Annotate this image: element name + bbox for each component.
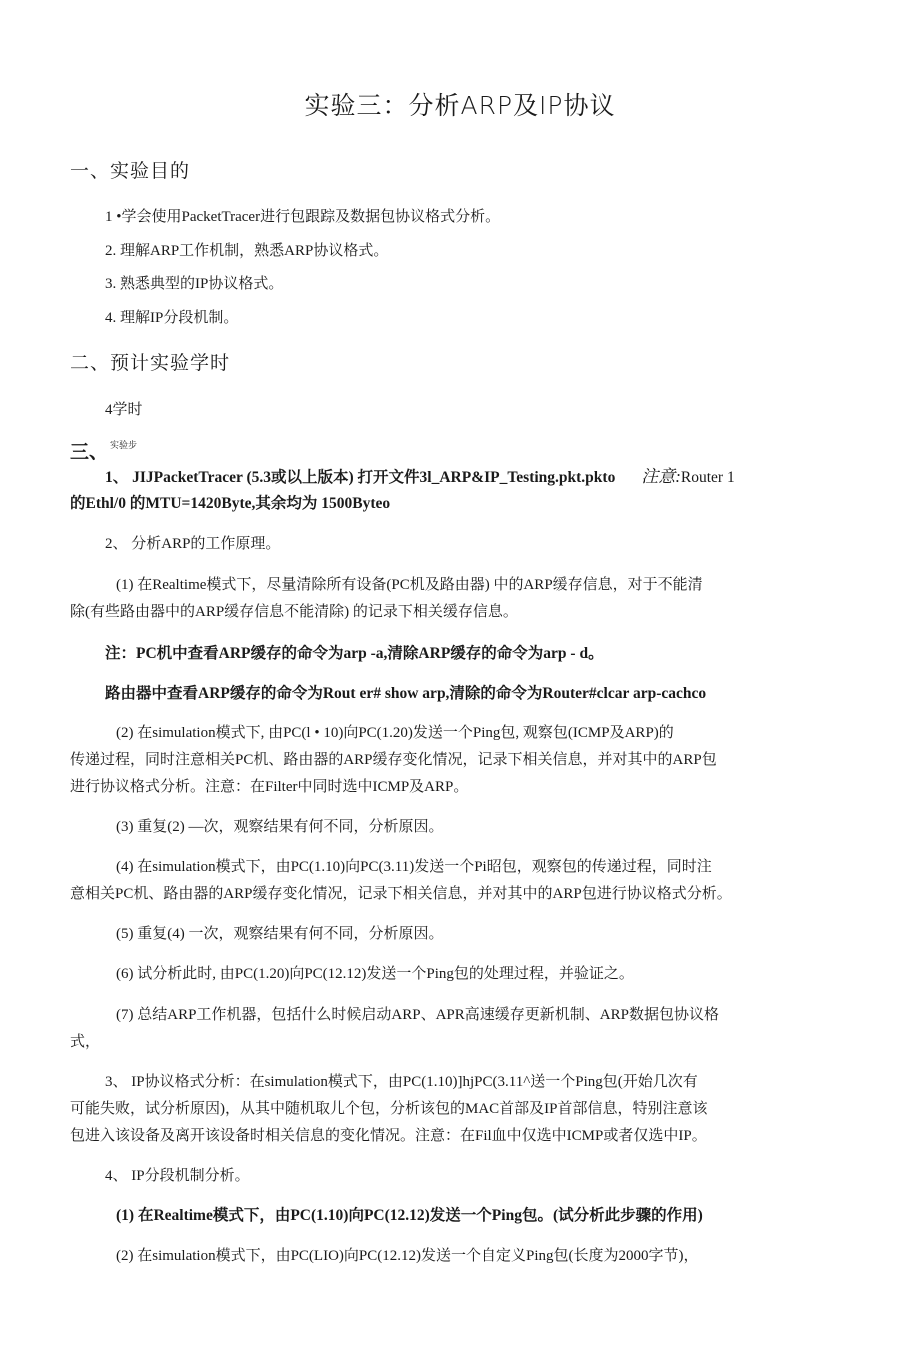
section-number: 三、 xyxy=(70,441,109,463)
step3-line1: 3、 IP协议格式分析：在simulation模式下，由PC(1.10)]hjPC(3.11^送一个Ping包(开始几次有 xyxy=(105,1074,698,1090)
step2-note2: 路由器中查看ARP缓存的命令为Rout er# show arp,清除的命令为Router#clcar arp-cachco xyxy=(105,685,707,702)
step2-p3: (3) 重复(2) —次，观察结果有何不同，分析原因。 xyxy=(116,819,444,835)
step2-heading: 2、 分析ARP的工作原理。 xyxy=(105,536,281,552)
step1-router: Router 1 xyxy=(680,469,735,486)
step2-p7-line2: 式， xyxy=(70,1034,101,1050)
objective-item: 2. 理解ARP工作机制，熟悉ARP协议格式。 xyxy=(105,243,389,259)
step2-note1: 注：PC机中查看ARP缓存的命令为arp -a,清除ARP缓存的命令为arp - d。 xyxy=(105,645,604,662)
objective-item: 1 •学会使用PacketTracer进行包跟踪及数据包协议格式分析。 xyxy=(105,209,501,225)
step2-p4-line1: (4) 在simulation模式下，由PC(1.10)向PC(3.11)发送一个Pi昭包，观察包的传递过程，同时注 xyxy=(116,859,712,875)
step4-p2: (2) 在simulation模式下，由PC(LIO)向PC(12.12)发送一个自定义Ping包(长度为2000字节)， xyxy=(116,1248,699,1264)
step4-p1: (1) 在Realtime模式下，由PC(1.10)向PC(12.12)发送一个Ping包。(试分析此步骤的作用) xyxy=(116,1207,703,1224)
section-heading-steps xyxy=(70,436,137,464)
step3-line3: 包进入该设备及离开该设备时相关信息的变化情况。注意：在Fil血中仅选中ICMP或者仅选中IP。 xyxy=(70,1128,707,1144)
hours-text: 4学时 xyxy=(105,402,143,418)
step2-p1-line1: (1) 在Realtime模式下，尽量清除所有设备(PC机及路由器) 中的ARP缓存信息，对于不能清 xyxy=(116,577,703,593)
step2-p6: (6) 试分析此时, 由PC(1.20)向PC(12.12)发送一个Ping包的处理过程，并验证之。 xyxy=(116,966,634,982)
step1-line1 xyxy=(105,467,735,488)
section-heading-objectives: 一、实验目的 xyxy=(70,160,191,182)
step2-p2-line2: 传递过程，同时注意相关PC机、路由器的ARP缓存变化情况，记录下相关信息，并对其中的ARP包 xyxy=(70,752,717,768)
step3-line2: 可能失败，试分析原因)，从其中随机取儿个包，分析该包的MAC首部及IP首部信息，特别注意该 xyxy=(70,1101,708,1117)
step2-p1-line2: 除(有些路由器中的ARP缓存信息不能清除) 的记录下相关缓存信息。 xyxy=(70,604,518,620)
step2-p7-line1: (7) 总结ARP工作机器，包括什么时候启动ARP、APR高速缓存更新机制、ARP数据包协议格 xyxy=(116,1007,719,1023)
objective-item: 3. 熟悉典型的IP协议格式。 xyxy=(105,276,284,292)
step2-p4-line2: 意相关PC机、路由器的ARP缓存变化情况，记录下相关信息，并对其中的ARP包进行协议格式分析。 xyxy=(70,886,732,902)
step4-heading: 4、 IP分段机制分析。 xyxy=(105,1168,250,1184)
objective-item: 4. 理解IP分段机制。 xyxy=(105,310,239,326)
step2-p2-line3: 进行协议格式分析。注意：在Filter中同时选中ICMP及ARP。 xyxy=(70,779,469,795)
step2-p2-line1: (2) 在simulation模式下, 由PC(l • 10)向PC(1.20)发送一个Ping包, 观察包(ICMP及ARP)的 xyxy=(116,725,674,741)
step1-line2: 的Ethl/0 的MTU=1420Byte,其余均为 1500Byteo xyxy=(70,495,391,512)
step2-p5: (5) 重复(4) 一次，观察结果有何不同，分析原因。 xyxy=(116,926,444,942)
step1-note-label: 注意: xyxy=(641,467,681,486)
step1-text: 1、 JIJPacketTracer (5.3或以上版本) 打开文件3l_ARP&IP_Testing.pkt.pkto xyxy=(105,469,616,486)
page-title: 实验三：分析ARP及IP协议 xyxy=(304,91,616,120)
section-heading-small: 实验步 xyxy=(110,441,138,451)
section-heading-hours: 二、预计实验学时 xyxy=(70,352,231,374)
